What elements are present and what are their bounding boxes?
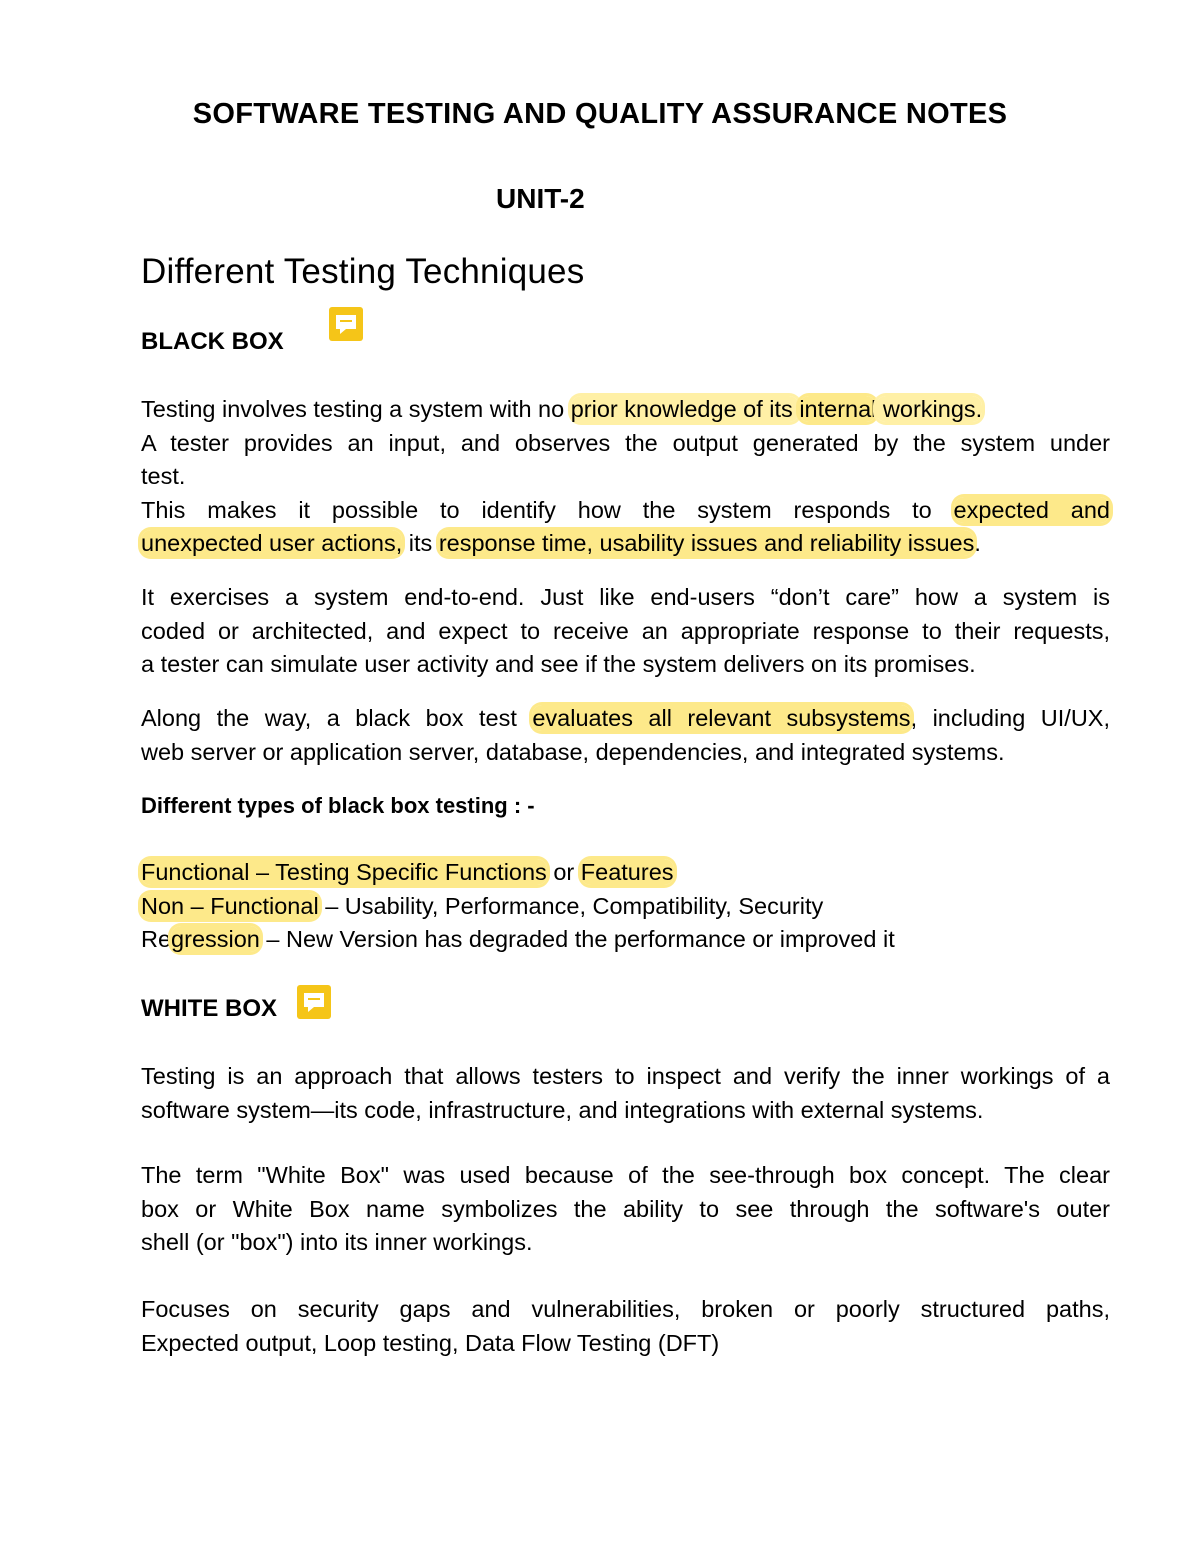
comment-icon[interactable]: [297, 985, 331, 1019]
document-title: SOFTWARE TESTING AND QUALITY ASSURANCE NOTES: [192, 98, 1008, 130]
highlight[interactable]: prior knowledge of its: [570, 396, 800, 422]
highlight[interactable]: response time, usability issues and reliability issues: [438, 530, 975, 556]
highlight[interactable]: expected and: [953, 496, 1110, 523]
white-box-paragraph-2: The term "White Box" was used because of the see-through box concept. The clear box or White Box name symbolizes the ability to see through the software's outer shell (or "box") into its inner workings.: [141, 1162, 1110, 1255]
comment-icon[interactable]: [329, 307, 363, 341]
highlight[interactable]: evaluates all relevant subsystems: [532, 705, 911, 731]
unit-label: UNIT-2: [496, 183, 585, 214]
highlight[interactable]: gression: [171, 926, 260, 952]
white-box-paragraph-3: Focuses on security gaps and vulnerabilities, broken or poorly structured paths, Expected output, Loop testing, Data Flow Testing (DFT): [141, 1296, 1110, 1356]
highlight[interactable]: Non – Functional: [141, 892, 319, 919]
highlight[interactable]: unexpected user actions,: [141, 530, 403, 556]
black-box-paragraph-1: Testing involves testing a system with no prior knowledge of its internal workings. A tester provides an input, and observes the output generated by the system under test. This makes it possible to identify how the system responds to expected and unexpected user actions, its response time, usability issues and reliability issues.: [141, 396, 1110, 556]
highlight[interactable]: Functional – Testing Specific Functions: [141, 859, 547, 885]
black-box-paragraph-3: Along the way, a black box test evaluates all relevant subsystems, including UI/UX, web server or application server, database, dependencies, and integrated systems.: [141, 705, 1110, 765]
black-box-paragraph-2: It exercises a system end-to-end. Just like end-users “don’t care” how a system is coded or architected, and expect to receive an appropriate response to their requests, a tester can simulate user activity and see if the system delivers on its promises.: [141, 584, 1110, 677]
highlight[interactable]: Features: [580, 859, 674, 885]
section-heading: Different Testing Techniques: [141, 252, 585, 291]
black-box-types-list: Functional – Testing Specific Functions or Features Non – Functional – Usability, Performance, Compatibility, Security Regression – New Version has degraded the performance or improved it: [141, 859, 895, 952]
black-box-heading: BLACK BOX: [141, 328, 284, 355]
highlight[interactable]: internal: [799, 396, 877, 422]
white-box-heading: WHITE BOX: [141, 995, 277, 1022]
types-heading: Different types of black box testing : -: [141, 793, 535, 818]
white-box-paragraph-1: Testing is an approach that allows testers to inspect and verify the inner workings of a software system—its code, infrastructure, and integrations with external systems.: [141, 1063, 1110, 1123]
highlight[interactable]: workings.: [876, 396, 983, 422]
